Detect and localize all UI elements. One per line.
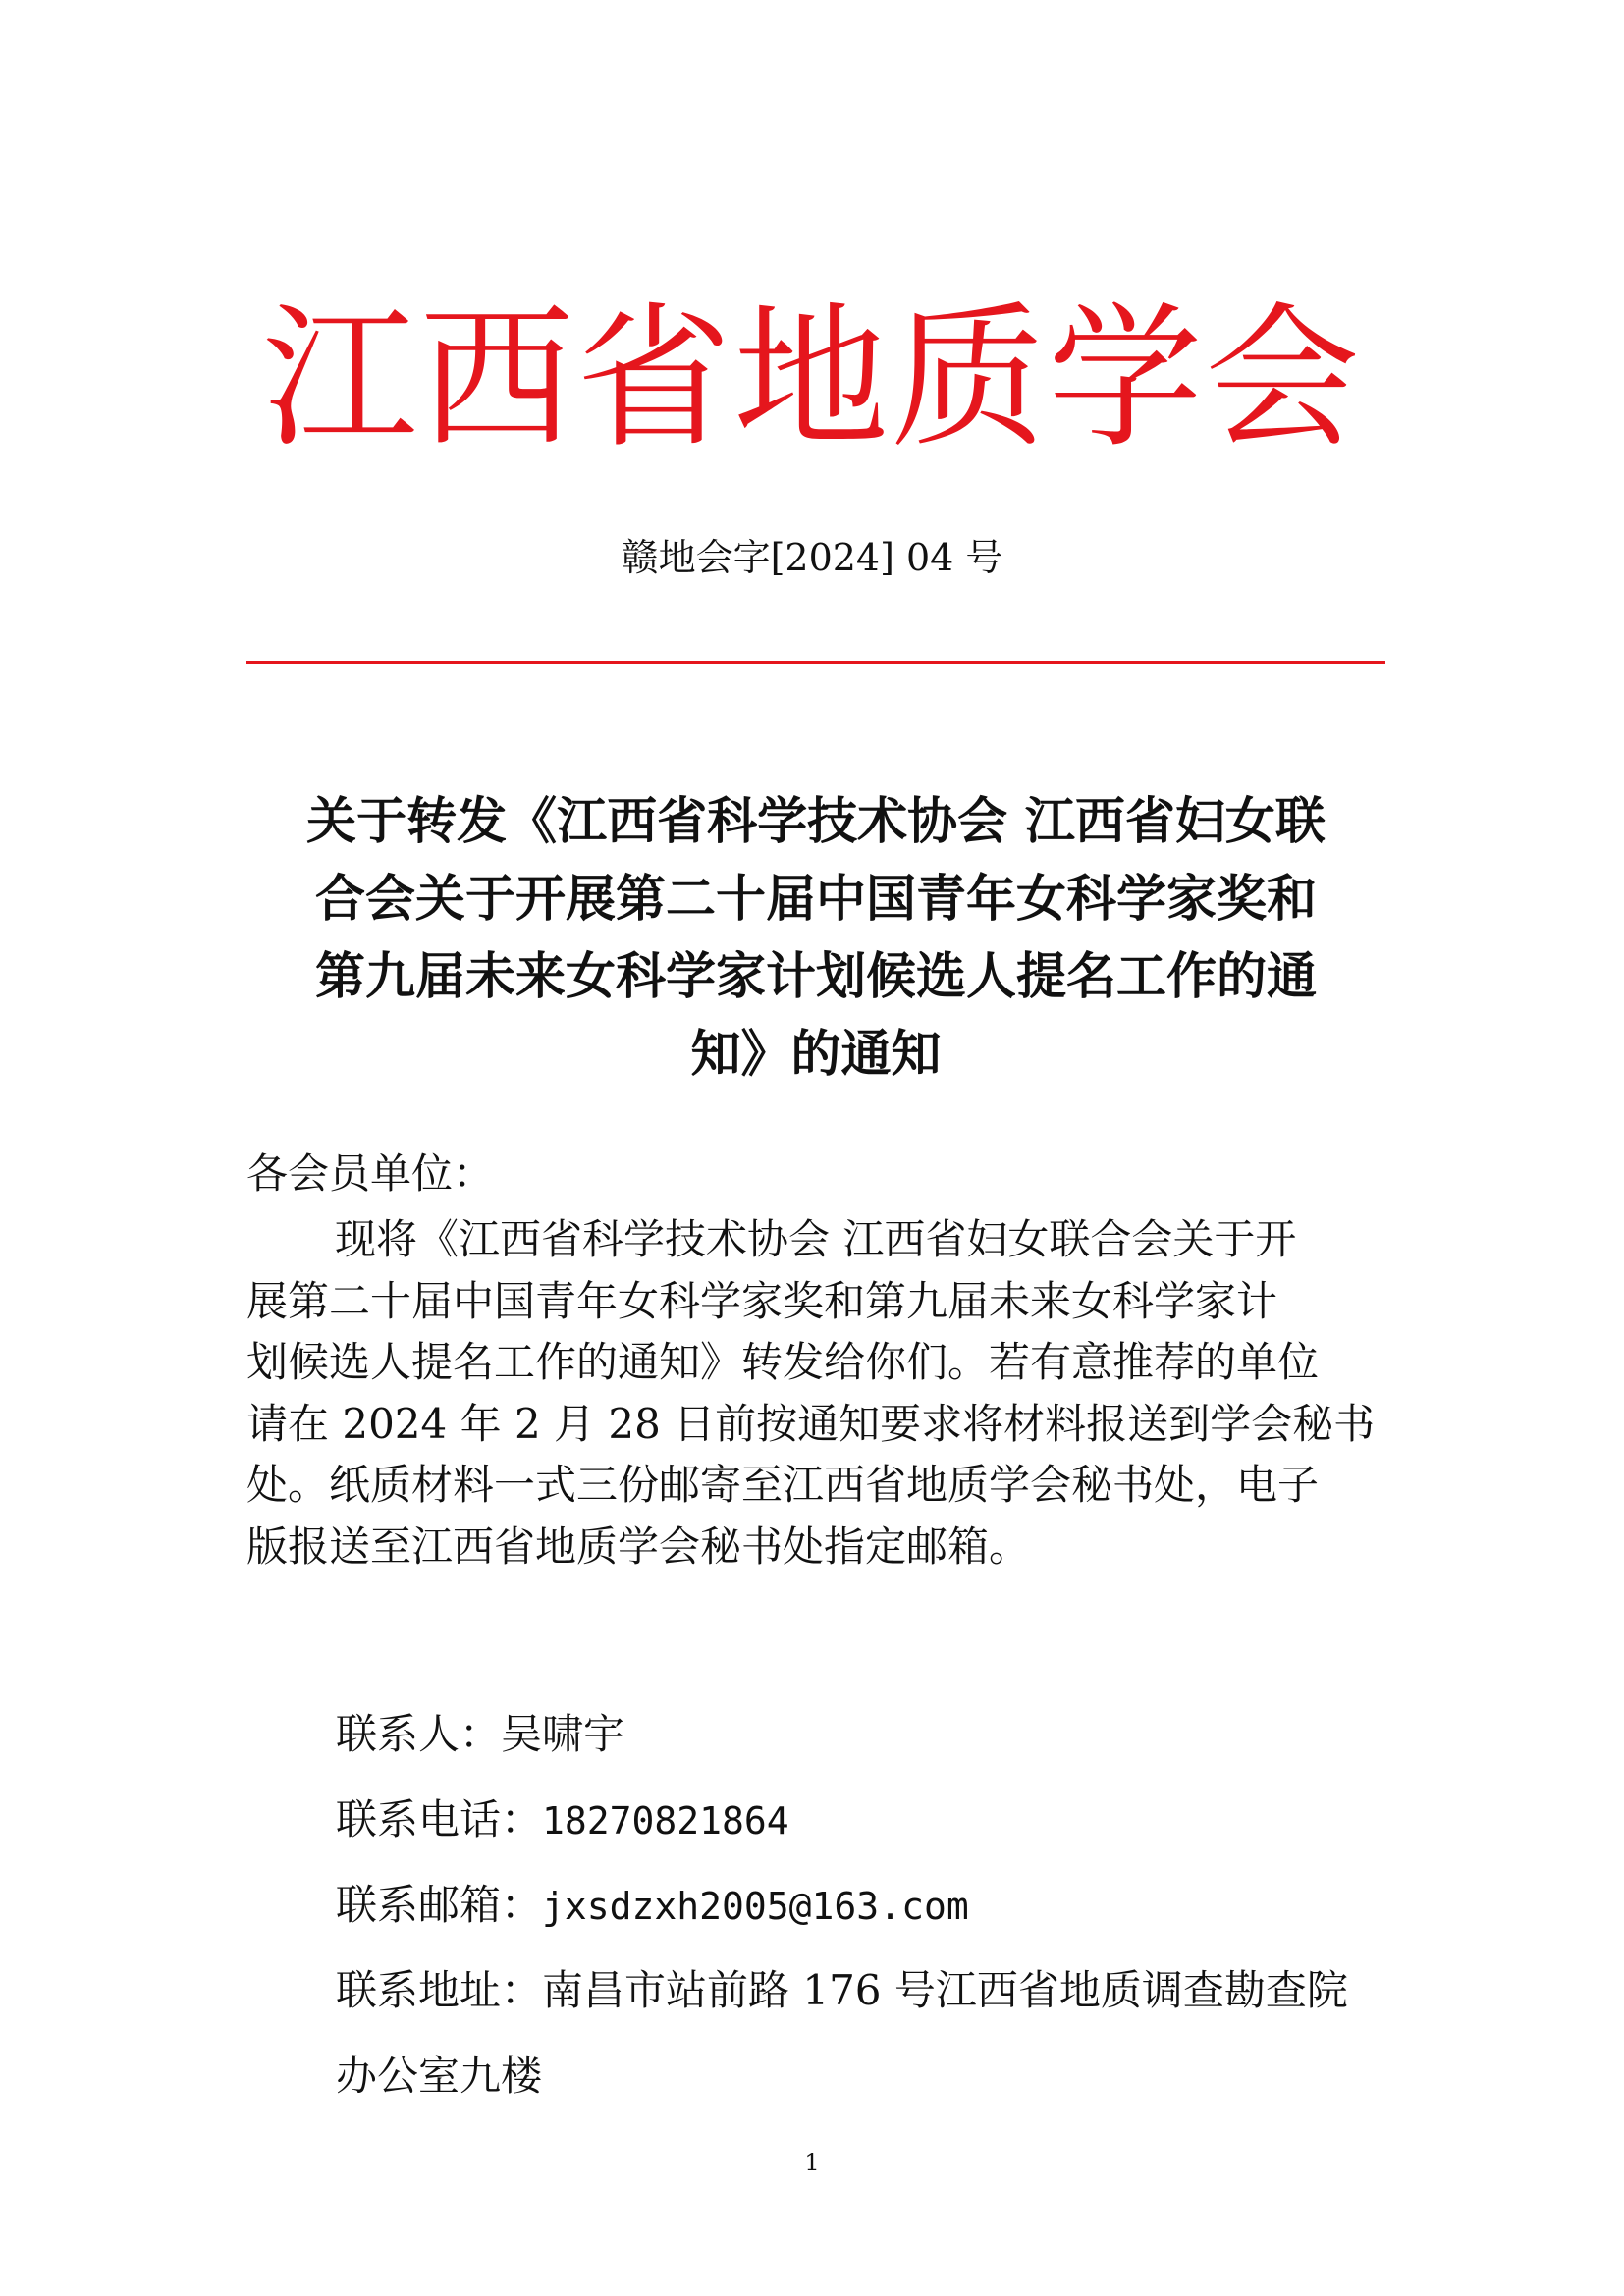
contact-address-value: 南昌市站前路 176 号江西省地质调查勘查院 [542,1966,1348,2014]
salutation: 各会员单位： [246,1149,495,1198]
contact-person [336,1705,624,1764]
contact-address-label: 联系地址： [336,1966,543,2014]
page-number: 1 [804,2149,820,2176]
paragraph-line: 版报送至江西省地质学会秘书处指定邮箱。 [246,1522,1031,1571]
contact-person-label: 联系人： [336,1710,502,1758]
contact-phone-label: 联系电话： [336,1795,543,1843]
contact-address [336,1961,1348,2020]
contact-address-continued: 办公室九楼 [336,2052,543,2100]
paragraph-line: 处。纸质材料一式三份邮寄至江西省地质学会秘书处，电子 [246,1461,1320,1509]
contact-email-value: jxsdzxh2005@163.com [542,1885,969,1928]
paragraph-line: 现将《江西省科学技术协会 江西省妇女联合会关于开 [335,1215,1297,1263]
title-line: 第九届未来女科学家计划候选人提名工作的通 [314,948,1317,1006]
notice-title [246,783,1385,1094]
contact-person-value: 吴啸宇 [501,1710,625,1758]
title-line: 合会关于开展第二十届中国青年女科学家奖和 [314,871,1317,929]
contact-email-label: 联系邮箱： [336,1881,543,1929]
body-paragraph [246,1209,1385,1577]
title-line: 关于转发《江西省科学技术协会 江西省妇女联 [306,793,1326,851]
paragraph-line: 划候选人提名工作的通知》转发给你们。若有意推荐的单位 [246,1338,1320,1386]
contact-phone [336,1790,789,1850]
paragraph-line: 展第二十届中国青年女科学家奖和第九届未来女科学家计 [246,1276,1278,1325]
contact-phone-value: 18270821864 [542,1799,789,1842]
red-divider-rule [246,661,1385,664]
contact-email [336,1876,969,1936]
masthead-org-name: 江西省地质学会 [262,289,1362,469]
document-number: 赣地会字[2024] 04 号 [621,536,1003,579]
paragraph-line: 请在 2024 年 2 月 28 日前按通知要求将材料报送到学会秘书 [246,1399,1376,1448]
title-line: 知》的通知 [690,1026,942,1084]
